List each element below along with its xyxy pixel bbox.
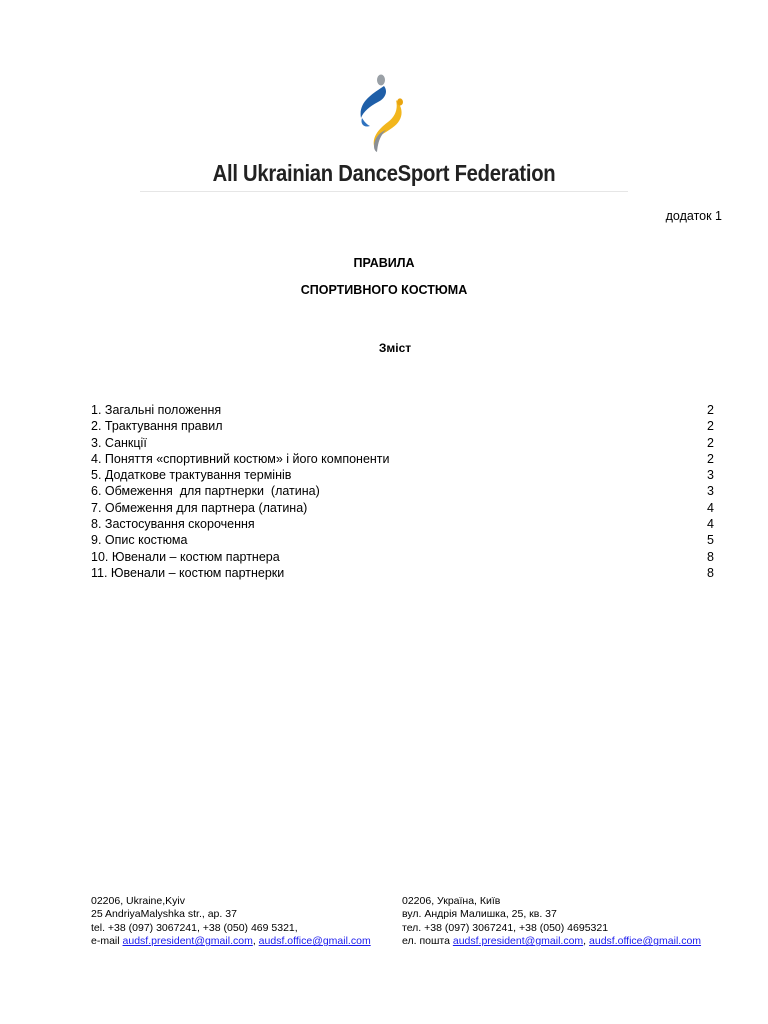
toc-item[interactable] <box>91 418 714 434</box>
toc-item-label: 3. Санкції <box>91 435 147 450</box>
toc-item-page: 3 <box>707 484 714 499</box>
toc-item-page: 5 <box>707 533 714 548</box>
footer-email-line <box>91 935 371 948</box>
appendix-label: додаток 1 <box>665 209 722 223</box>
email-link-president[interactable]: audsf.president@gmail.com <box>452 935 584 948</box>
toc-item-page: 4 <box>707 500 714 515</box>
toc-item[interactable] <box>91 532 714 548</box>
footer-email-prefix: e-mail <box>91 935 123 948</box>
toc-item[interactable] <box>91 549 714 565</box>
toc-item-label: 6. Обмеження для партнерки (латина) <box>91 484 320 499</box>
toc-item[interactable] <box>91 435 714 451</box>
footer-address-city: 02206, Україна, Київ <box>402 895 501 907</box>
footer-address-street: вул. Андрія Малишка, 25, кв. 37 <box>402 908 557 921</box>
document-title-line-1: ПРАВИЛА <box>353 256 415 270</box>
footer-address-city: 02206, Ukraine,Kyiv <box>91 895 185 907</box>
toc-item[interactable] <box>91 500 714 516</box>
toc-item-page: 8 <box>707 549 714 564</box>
footer-email-prefix: ел. пошта <box>402 935 453 948</box>
table-of-contents <box>91 402 714 581</box>
toc-item[interactable] <box>91 402 714 418</box>
toc-item-page: 8 <box>707 565 714 580</box>
toc-item-page: 2 <box>707 435 714 450</box>
footer-email-separator: , <box>252 935 259 948</box>
toc-item-page: 2 <box>707 403 714 417</box>
footer-contacts-ukrainian <box>402 895 701 949</box>
toc-item[interactable] <box>91 483 714 499</box>
email-link-president[interactable]: audsf.president@gmail.com <box>122 935 253 948</box>
toc-item-page: 3 <box>707 468 714 483</box>
toc-item-page: 2 <box>707 451 714 466</box>
organization-name: All Ukrainian DanceSport Federation <box>212 160 556 186</box>
toc-item-page: 4 <box>707 517 714 532</box>
toc-item[interactable] <box>91 467 714 483</box>
toc-item-label: 8. Застосування скорочення <box>91 517 255 532</box>
header-divider <box>140 191 628 192</box>
footer-contacts-english <box>91 895 371 949</box>
toc-item-label: 10. Ювенали – костюм партнера <box>91 549 280 564</box>
email-link-office[interactable]: audsf.office@gmail.com <box>258 935 371 948</box>
contents-heading: Зміст <box>378 341 412 355</box>
footer-phone: тел. +38 (097) 3067241, +38 (050) 4695321 <box>402 921 609 934</box>
dancers-swirl-logo-icon <box>352 74 412 154</box>
toc-item-label: 9. Опис костюма <box>91 533 188 548</box>
toc-item[interactable] <box>91 565 714 581</box>
footer-email-separator: , <box>583 935 590 948</box>
toc-item-label: 1. Загальні положення <box>91 403 222 417</box>
toc-item-label: 2. Трактування правил <box>91 419 223 434</box>
footer-phone: tel. +38 (097) 3067241, +38 (050) 469 5321, <box>91 921 298 934</box>
toc-item[interactable] <box>91 451 714 467</box>
toc-item-label: 4. Поняття «спортивний костюм» і його компоненти <box>91 451 390 466</box>
email-link-office[interactable]: audsf.office@gmail.com <box>589 935 702 948</box>
toc-item-label: 7. Обмеження для партнера (латина) <box>91 500 308 515</box>
toc-item-page: 2 <box>707 419 714 434</box>
document-title-line-2: СПОРТИВНОГО КОСТЮМА <box>300 283 468 297</box>
footer-address-street: 25 AndriyaMalyshka str., ap. 37 <box>91 908 237 921</box>
toc-item-label: 11. Ювенали – костюм партнерки <box>91 565 285 580</box>
toc-item-label: 5. Додаткове трактування термінів <box>91 468 292 483</box>
footer-email-line <box>402 935 701 948</box>
toc-item[interactable] <box>91 516 714 532</box>
